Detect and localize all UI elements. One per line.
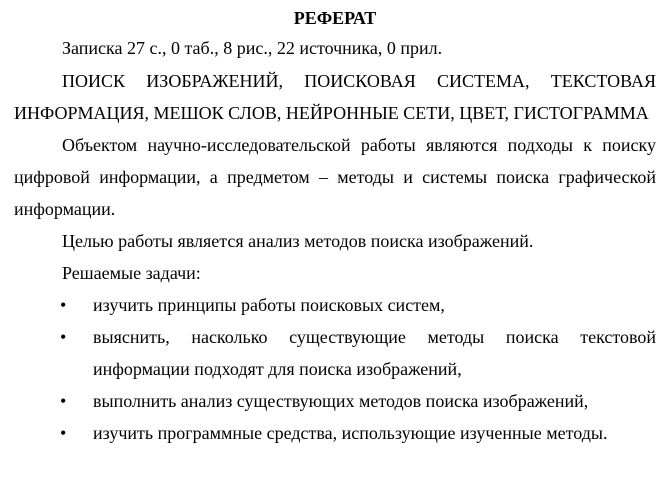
document-title: РЕФЕРАТ [293, 8, 377, 28]
keywords-paragraph: ПОИСК ИЗОБРАЖЕНИЙ, ПОИСКОВАЯ СИСТЕМА, ТЕКСТОВАЯ ИНФОРМАЦИЯ, МЕШОК СЛОВ, НЕЙРОННЫЕ СЕТИ, ЦВЕТ, ГИСТОГРАММА [14, 71, 656, 123]
summary-line: Записка 27 с., 0 таб., 8 рис., 22 источника, 0 прил. [62, 38, 443, 58]
bullet-icon: • [60, 327, 67, 347]
bullet-icon: • [60, 391, 67, 411]
tasks-heading: Решаемые задачи: [62, 263, 201, 283]
bullet-icon: • [60, 423, 67, 443]
bullet-icon: • [60, 295, 67, 315]
object-paragraph: Объектом научно-исследовательской работы являются подходы к поиску цифровой информации, а предметом – методы и системы поиска графической информации. [14, 135, 656, 219]
list-item-text: изучить программные средства, использующие изученные методы. [93, 423, 608, 443]
list-item-text: выполнить анализ существующих методов поиска изображений, [93, 391, 589, 411]
tasks-list [14, 289, 656, 449]
list-item [14, 289, 656, 321]
list-item [14, 321, 656, 385]
list-item [14, 417, 656, 449]
list-item [14, 385, 656, 417]
list-item-text: выяснить, насколько существующие методы поиска текстовой информации подходят для поиска изображений, [93, 327, 656, 379]
list-item-text: изучить принципы работы поисковых систем, [93, 295, 445, 315]
goal-paragraph: Целью работы является анализ методов поиска изображений. [62, 231, 534, 251]
document-page [0, 7, 666, 499]
